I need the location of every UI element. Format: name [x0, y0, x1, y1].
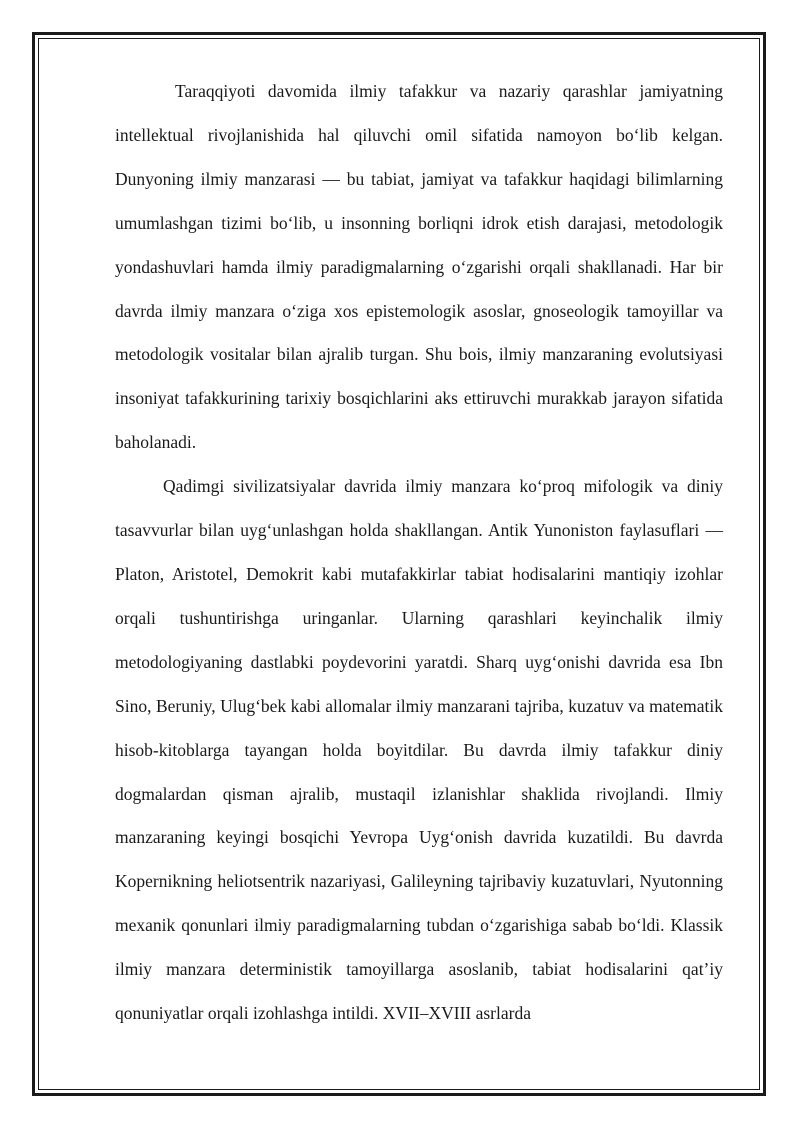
- paragraph-1: Taraqqiyoti davomida ilmiy tafakkur va nazariy qarashlar jamiyatning intellektual rivojlanishida hal qiluvchi omil sifatida namoyon bo‘lib kelgan. Dunyoning ilmiy manzarasi — bu tabiat, jamiyat va tafakkur haqidagi bilimlarning umumlashgan tizimi bo‘lib, u insonning borliqni idrok etish darajasi, metodologik yondashuvlari hamda ilmiy paradigmalarning o‘zgarishi orqali shakllanadi. Har bir davrda ilmiy manzara o‘ziga xos epistemologik asoslar, gnoseologik tamoyillar va metodologik vositalar bilan ajralib turgan. Shu bois, ilmiy manzaraning evolutsiyasi insoniyat tafakkurining tarixiy bosqichlarini aks ettiruvchi murakkab jarayon sifatida baholanadi.: [115, 81, 723, 453]
- paragraph-2: Qadimgi sivilizatsiyalar davrida ilmiy manzara ko‘proq mifologik va diniy tasavvurlar bilan uyg‘unlashgan holda shakllangan. Antik Yunoniston faylasuflari — Platon, Aristotel, Demokrit kabi mutafakkirlar tabiat hodisalarini mantiqiy izohlar orqali tushuntirishga uringanlar. Ularning qarashlari keyinchalik ilmiy metodologiyaning dastlabki poydevorini yaratdi. Sharq uyg‘onishi davrida esa Ibn Sino, Beruniy, Ulug‘bek kabi allomalar ilmiy manzarani tajriba, kuzatuv va matematik hisob-kitoblarga tayangan holda boyitdilar. Bu davrda ilmiy tafakkur diniy dogmalardan qisman ajralib, mustaqil izlanishlar shaklida rivojlandi. Ilmiy manzaraning keyingi bosqichi Yevropa Uyg‘onish davrida kuzatildi. Bu davrda Kopernikning heliotsentrik nazariyasi, Galileyning tajribaviy kuzatuvlari, Nyutonning mexanik qonunlari ilmiy paradigmalarning tubdan o‘zgarishiga sabab bo‘ldi. Klassik ilmiy manzara deterministik tamoyillarga asoslanib, tabiat hodisalarini qat’iy qonuniyatlar orqali izohlashga intildi. XVII–XVIII asrlarda: [115, 476, 723, 1024]
- document-body: [115, 70, 723, 1036]
